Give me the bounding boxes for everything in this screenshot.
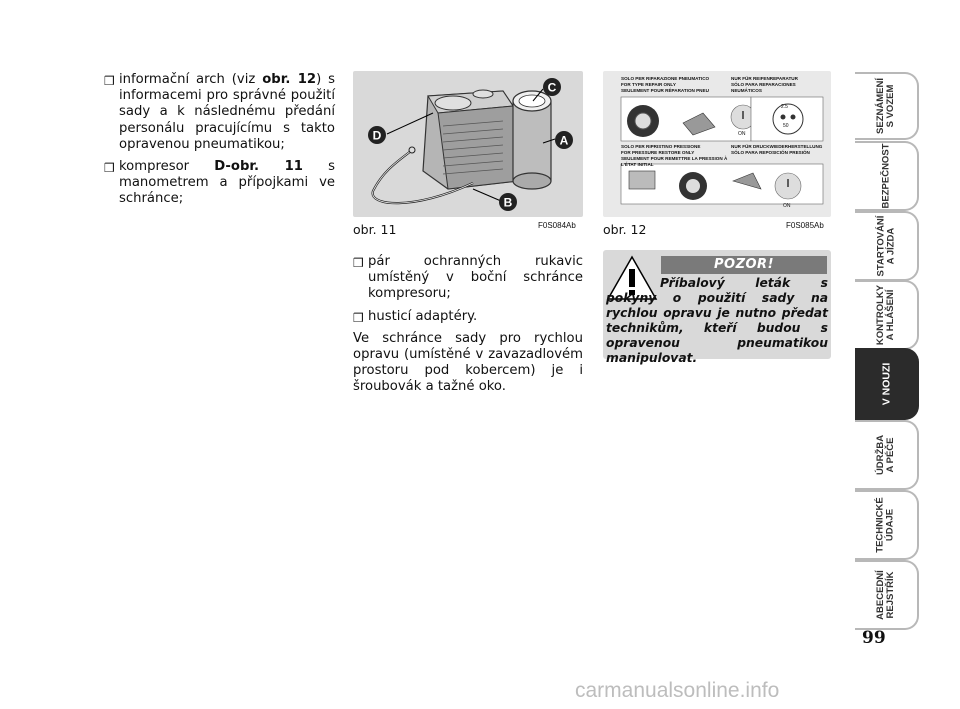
list-item-text: ) s informacemi pro správné použití sady a k následnému předání personálu pracujícímu s takto opravenou pneumatikou; <box>119 72 335 152</box>
list-item-text: kompresor <box>119 159 215 175</box>
tab-bezpecnost[interactable]: BEZPEČNOST <box>855 141 919 211</box>
tab-technicke-udaje[interactable]: TECHNICKÉ ÚDAJE <box>855 490 919 560</box>
figure-11-code: F0S084Ab <box>538 221 576 230</box>
leaflet-on-label: ON <box>738 131 746 137</box>
left-column <box>104 72 335 214</box>
checkbox-bullet-icon: ❒ <box>104 161 115 176</box>
leaflet-on-label-2: ON <box>783 203 791 209</box>
tab-udrzba-a-pece[interactable]: ÚDRŽBA A PÉČE <box>855 420 919 490</box>
list-item <box>353 309 583 325</box>
tab-seznameni-s-vozem[interactable]: SEZNÁMENÍ S VOZEM <box>855 72 919 140</box>
checkbox-bullet-icon: ❒ <box>353 256 364 270</box>
tab-v-nouzi[interactable]: V NOUZI <box>855 348 919 420</box>
list-item <box>104 72 335 153</box>
list-item <box>104 159 335 208</box>
leaflet-top-right: NUR FÜR REIFENREPARATUR SÓLO PARA REPARACIONES NEUMÁTICOS <box>731 76 798 93</box>
figure-12-code: F0S085Ab <box>786 221 824 230</box>
watermark: carmanualsonline.info <box>575 679 780 702</box>
label-a: A <box>559 133 569 148</box>
figure-12-caption: obr. 12 <box>603 222 647 237</box>
leaflet-gauge-value-1: 2.5 <box>781 104 788 110</box>
middle-column <box>353 254 583 402</box>
list-item <box>353 254 583 303</box>
figure-reference: obr. 12 <box>262 72 317 87</box>
leaflet-top-left: SOLO PER RIPARAZIONE PNEUMATICO FOR TYPE REPAIR ONLY SEULEMENT POUR RÉPARATION PNEU <box>621 76 710 93</box>
figure-11-compressor <box>353 71 583 217</box>
leaflet-bottom-left: SOLO PER RIPRISTINO PRESSIONE FOR PRESSURE RESTORE ONLY SEULEMENT POUR REMETTRE LA PRESSION À L'ÉTAT INITIAL <box>621 144 728 167</box>
compressor-illustration <box>353 71 583 217</box>
warning-box <box>603 250 831 365</box>
label-c: C <box>547 80 557 95</box>
body-paragraph: Ve schránce sady pro rychlou opravu (umístěné v zavazadlovém prostoru pod kobercem) je i šroubovák a tažné oko. <box>353 330 583 395</box>
figure-12-leaflet <box>603 71 831 217</box>
warning-text: Příbalový leták s pokyny o použití sady na rychlou opravu je nutno předat technikům, kteří budou s opravenou pneumatikou manipulovat. <box>606 276 828 365</box>
leaflet-bottom-right: NUR FÜR DRUCKWIEDERHERSTELLUNG SÓLO PARA REPOSICIÓN PRESIÓN <box>731 144 823 155</box>
list-item-text: pár ochranných rukavic umístěný v boční schránce kompresoru; <box>368 254 583 302</box>
tab-abecedni-rejstrik[interactable]: ABECEDNÍ REJSTŘÍK <box>855 560 919 630</box>
checkbox-bullet-icon: ❒ <box>104 74 115 88</box>
tab-startovani-a-jizda[interactable]: STARTOVÁNÍ A JÍZDA <box>855 211 919 281</box>
label-b: B <box>503 195 513 210</box>
tab-kontrolky-a-hlaseni[interactable]: KONTROLKY A HLÁŠENÍ <box>855 280 919 350</box>
page-number: 99 <box>862 628 886 648</box>
leaflet-gauge-value-2: 50 <box>783 123 789 129</box>
list-item-text: husticí adaptéry. <box>368 308 478 324</box>
checkbox-bullet-icon: ❒ <box>353 310 364 325</box>
figure-reference: D-obr. 11 <box>214 159 303 175</box>
warning-title: POZOR! <box>661 256 827 274</box>
label-d: D <box>372 128 382 143</box>
figure-11-caption: obr. 11 <box>353 222 397 237</box>
list-item-text: informační arch (viz <box>119 72 263 87</box>
list-item-text: s manometrem a přípojkami ve schránce; <box>119 159 335 207</box>
